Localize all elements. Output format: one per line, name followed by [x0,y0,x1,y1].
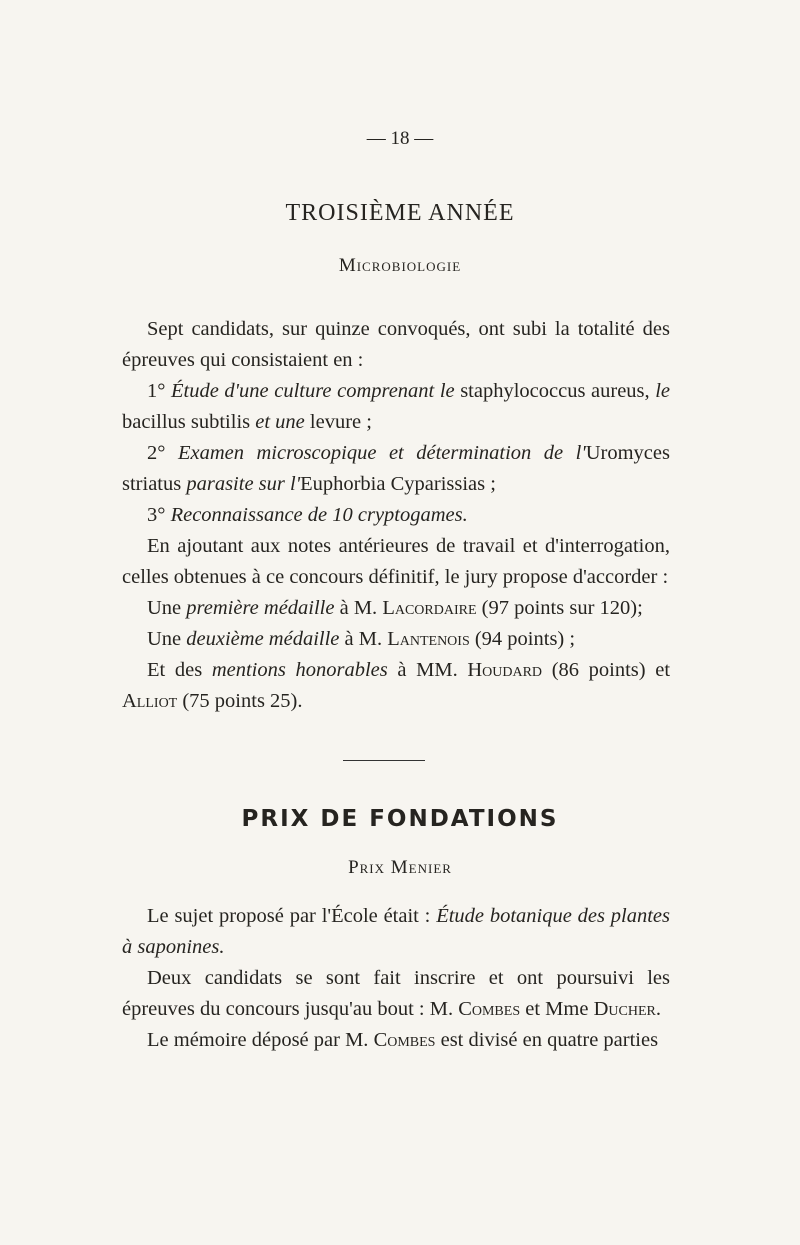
section-title: TROISIÈME ANNÉE [285,200,515,226]
list-item-2: 2° Examen microscopique et détermination de l'Uromyces striatus parasite sur l'Euphorbia Cyparissias ; [122,442,670,495]
list-item-3: 3° Reconnaissance de 10 cryptogames. [147,504,468,526]
paragraph-candidates: Deux candidats se sont fait inscrire et ont poursuivi les épreuves du concours jusqu'au bout : M. Combes et Mme Ducher. [122,967,670,1020]
paragraph-jury: En ajoutant aux notes antérieures de travail et d'interrogation, celles obtenues à ce concours définitif, le jury propose d'accorder : [122,535,670,588]
paragraph-intro: Sept candidats, sur quinze convoqués, ont subi la totalité des épreuves qui consistaient en : [122,318,670,371]
prix-body [122,901,670,1056]
section-subtitle: Microbiologie [338,255,462,276]
list-item-1: 1° Étude d'une culture comprenant le staphylococcus aureus, le bacillus subtilis et une levure ; [122,380,671,433]
paragraph-subject: Le sujet proposé par l'École était : Étude botanique des plantes à saponines. [122,905,671,958]
section-divider [343,760,425,761]
award-first: Une première médaille à M. Lacordaire (97 points sur 120); [147,597,643,619]
award-mentions: Et des mentions honorables à MM. Houdard (86 points) et Alliot (75 points 25). [122,659,671,712]
award-second: Une deuxième médaille à M. Lantenois (94 points) ; [147,628,576,650]
prix-subtitle: Prix Menier [348,857,452,878]
paragraph-memoire: Le mémoire déposé par M. Combes est divisé en quatre parties [147,1029,659,1051]
prix-title: PRIX DE FONDATIONS [241,806,559,832]
section-body [122,314,670,717]
page-number: — 18 — [366,128,434,149]
